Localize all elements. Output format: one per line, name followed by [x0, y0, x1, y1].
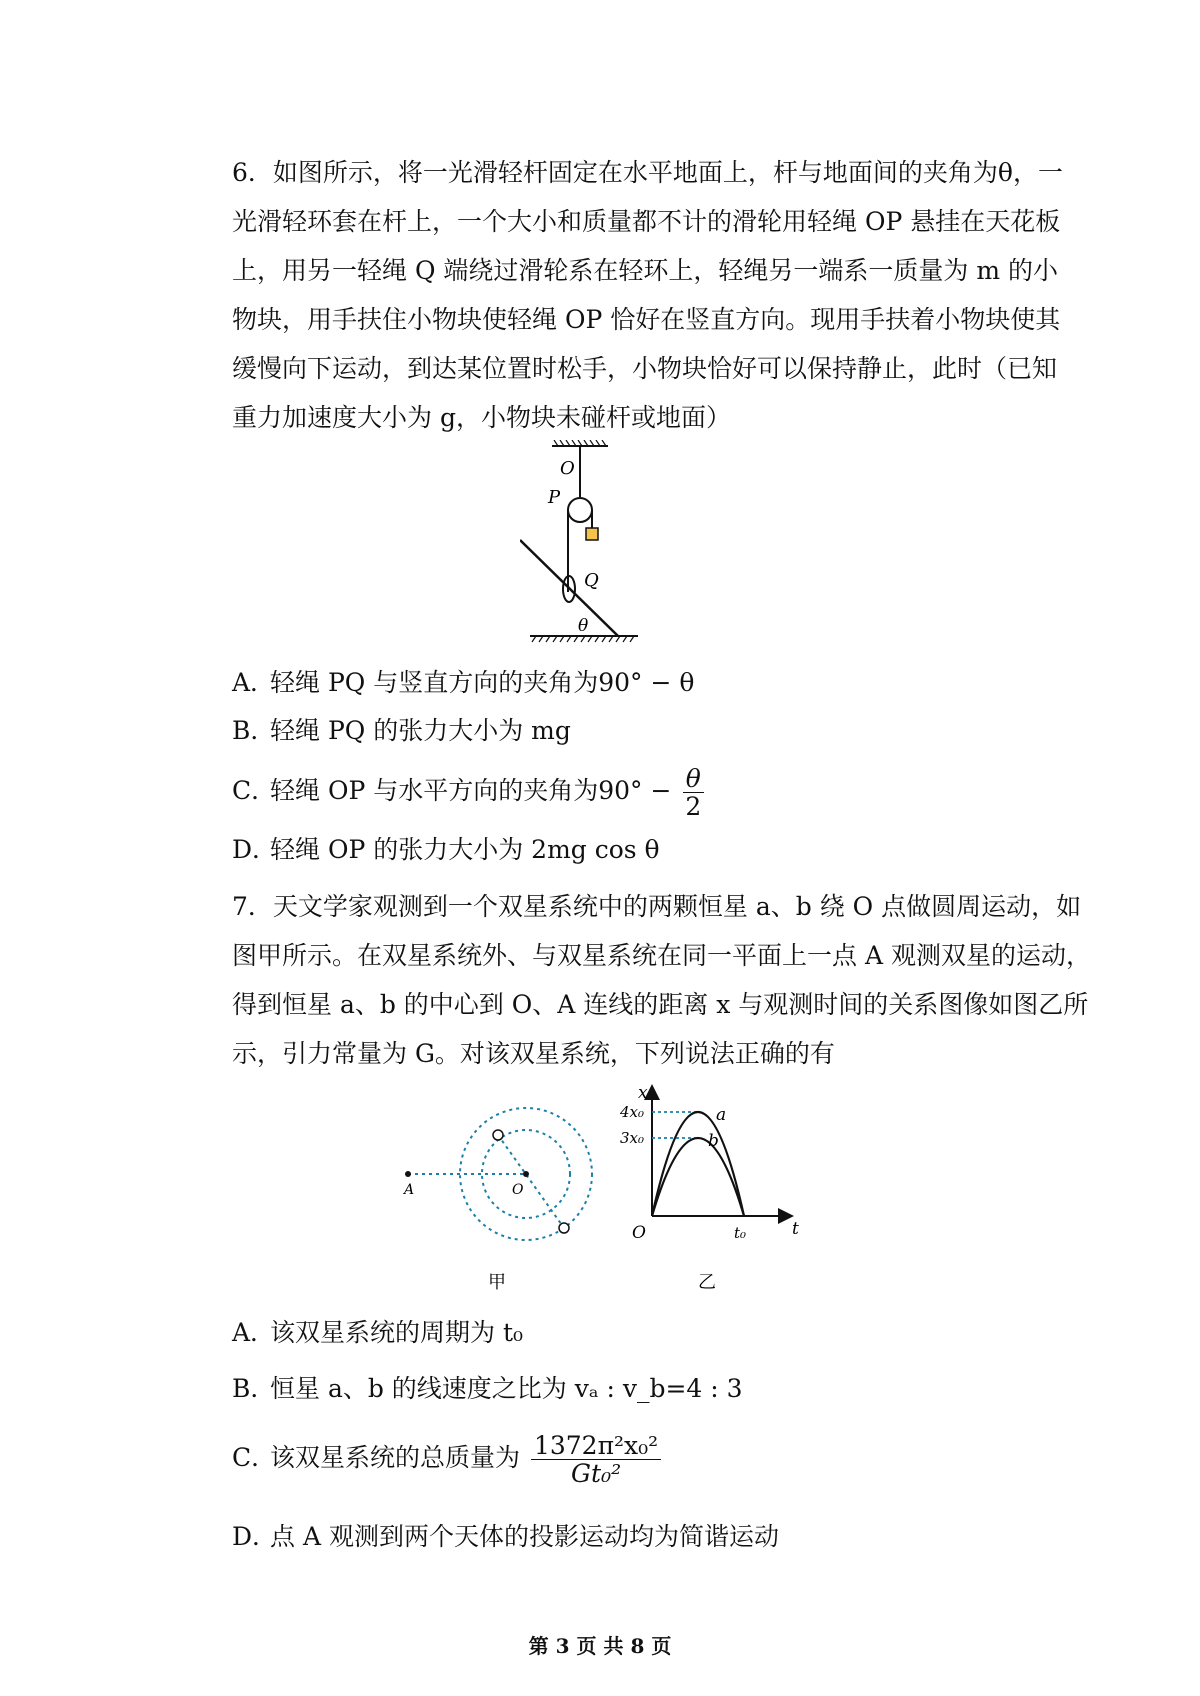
q7-stem: [232, 882, 1091, 1078]
q7-option-c-numerator: 1372π²x₀²: [531, 1432, 661, 1461]
curve-a: [652, 1112, 744, 1216]
q6-line-2: 光滑轻环套在杆上，一个大小和质量都不计的滑轮用轻绳 OP 悬挂在天花板: [232, 207, 1061, 236]
q7-option-d[interactable]: [232, 1517, 779, 1557]
yi-tick-4x0: 4x₀: [620, 1103, 645, 1121]
q6-option-b-key: B．: [232, 716, 276, 745]
q6-option-c-text: 轻绳 OP 与水平方向的夹角为90° −: [270, 776, 672, 805]
q6-option-a[interactable]: [232, 663, 694, 703]
q6-option-d-key: D．: [232, 835, 278, 864]
q7-option-c-text: 该双星系统的总质量为: [270, 1443, 521, 1472]
jia-label-A: A: [404, 1182, 415, 1198]
q7-figure-yi-graph: [620, 1080, 820, 1290]
q6-option-c-key: C．: [232, 776, 277, 805]
q6-option-b-text: 轻绳 PQ 的张力大小为 mg: [270, 716, 571, 745]
label-O: O: [560, 458, 575, 479]
yi-tick-3x0: 3x₀: [620, 1129, 645, 1147]
q7-option-d-key: D．: [232, 1522, 278, 1551]
q7-option-d-text: 点 A 观测到两个天体的投影运动均为简谐运动: [270, 1522, 779, 1551]
q7-line-2: 图甲所示。在双星系统外、与双星系统在同一平面上一点 A 观测双星的运动，: [232, 941, 1091, 970]
q6-line-5: 缓慢向下运动，到达某位置时松手，小物块恰好可以保持静止，此时（已知: [232, 354, 1058, 383]
q7-line-4: 示，引力常量为 G。对该双星系统，下列说法正确的有: [232, 1039, 835, 1068]
yi-origin-label: O: [632, 1223, 646, 1243]
curve-b: [652, 1138, 744, 1216]
jia-caption: 甲: [488, 1272, 506, 1290]
yi-x-axis-label: t: [792, 1219, 799, 1239]
q7-option-b[interactable]: [232, 1369, 743, 1409]
label-P: P: [548, 487, 561, 508]
q7-option-b-text: 恒星 a、b 的线速度之比为 vₐ : v_b=4 : 3: [270, 1374, 743, 1403]
q6-line-4: 物块，用手扶住小物块使轻绳 OP 恰好在竖直方向。现用手扶着小物块使其: [232, 305, 1061, 334]
q6-stem: [232, 148, 1063, 442]
q6-option-c-denominator: 2: [685, 792, 702, 821]
yi-caption: 乙: [698, 1272, 716, 1290]
q6-option-c-numerator: θ: [683, 765, 704, 794]
yi-curve-a-label: a: [716, 1105, 727, 1125]
yi-y-axis-label: x: [638, 1083, 648, 1103]
q7-option-c-fraction: [531, 1432, 661, 1488]
q7-option-b-key: B．: [232, 1374, 276, 1403]
q7-option-a-key: A．: [232, 1318, 276, 1347]
q6-option-c-fraction: [682, 765, 704, 821]
q6-line-3: 上，用另一轻绳 Q 端绕过滑轮系在轻环上，轻绳另一端系一质量为 m 的小: [232, 256, 1058, 285]
label-theta: θ: [578, 616, 589, 636]
q7-line-1: 7．天文学家观测到一个双星系统中的两颗恒星 a、b 绕 O 点做圆周运动，如: [232, 892, 1082, 921]
q6-option-a-key: A．: [232, 668, 276, 697]
q6-option-d-text: 轻绳 OP 的张力大小为 2mg cos θ: [270, 835, 660, 864]
page-footer: 第 3 页 共 8 页: [528, 1634, 672, 1658]
q6-option-d[interactable]: [232, 830, 660, 870]
q7-option-c-denominator: Gt₀²: [571, 1459, 622, 1488]
q6-line-1: 6．如图所示，将一光滑轻杆固定在水平地面上，杆与地面间的夹角为θ，一: [232, 158, 1063, 187]
q7-line-3: 得到恒星 a、b 的中心到 O、A 连线的距离 x 与观测时间的关系图像如图乙所: [232, 990, 1089, 1019]
label-Q: Q: [584, 570, 599, 591]
yi-curve-b-label: b: [708, 1131, 719, 1151]
q7-figure-jia-orbits: [390, 1090, 610, 1290]
jia-label-O: O: [512, 1182, 524, 1198]
q6-figure-pulley: [520, 440, 690, 650]
q7-option-a[interactable]: [232, 1313, 523, 1353]
q7-option-c-key: C．: [232, 1443, 277, 1472]
q6-line-6: 重力加速度大小为 g，小物块未碰杆或地面）: [232, 403, 731, 432]
q6-option-b[interactable]: [232, 711, 571, 751]
q7-option-a-text: 该双星系统的周期为 t₀: [270, 1318, 524, 1347]
q7-option-c[interactable]: [232, 1420, 664, 1496]
q6-option-c[interactable]: [232, 756, 707, 826]
yi-tick-t0: t₀: [734, 1224, 747, 1242]
q6-option-a-text: 轻绳 PQ 与竖直方向的夹角为90° − θ: [270, 668, 695, 697]
